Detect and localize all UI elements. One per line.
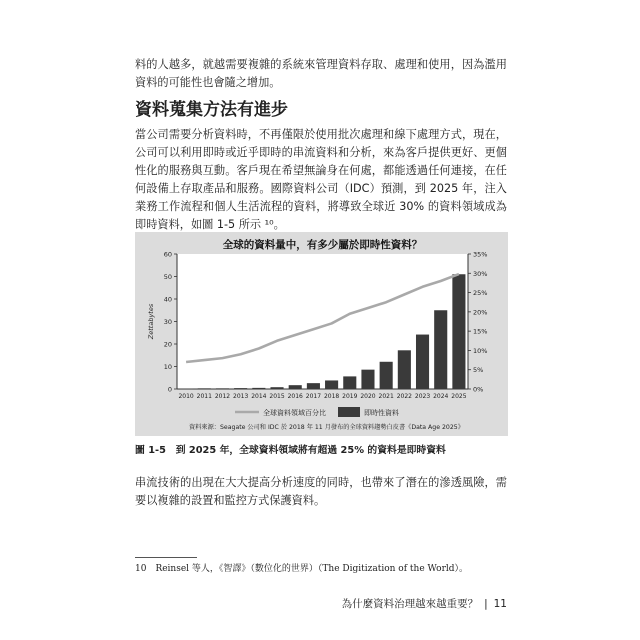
- x-tick-label: 2019: [342, 393, 358, 400]
- bar-2013: [234, 388, 247, 389]
- y-tick-label: 10: [163, 363, 172, 371]
- bar-2014: [252, 388, 265, 389]
- legend-swatch-bar: [338, 407, 360, 417]
- bar-2020: [361, 370, 374, 389]
- y2-tick-label: 5%: [473, 366, 484, 375]
- chart-title: 全球的資料量中，有多少屬於即時性資料？: [222, 239, 423, 251]
- bar-2010: [180, 389, 193, 390]
- bar-2019: [343, 376, 356, 389]
- y2-tick-label: 25%: [473, 289, 488, 298]
- x-tick-label: 2020: [360, 393, 376, 400]
- legend-label-line: 全球資料領域百分比: [263, 409, 326, 417]
- bar-2024: [434, 310, 447, 389]
- footer-title: 為什麼資料治理越來越重要？: [341, 598, 479, 610]
- intro-paragraph: 料的人越多，就越需要複雜的系統來管理資料存取、處理和使用，因為濫用資料的可能性也會隨之增加。: [135, 58, 507, 89]
- bar-2012: [216, 388, 229, 389]
- bar-2016: [289, 385, 302, 389]
- realtime-data-chart: [135, 232, 508, 436]
- x-tick-label: 2024: [433, 393, 449, 400]
- y2-tick-label: 0%: [473, 385, 484, 394]
- x-tick-label: 2025: [451, 393, 467, 400]
- y-tick-label: 0: [167, 385, 172, 394]
- footer-separator: |: [484, 598, 488, 610]
- figure-1-5: [135, 232, 508, 436]
- x-tick-label: 2022: [396, 393, 412, 400]
- y2-tick-label: 35%: [473, 250, 488, 259]
- y-tick-label: 50: [163, 273, 172, 281]
- after-figure-paragraph: 串流技術的出現在大大提高分析速度的同時，也帶來了潛在的滲透風險，需要以複雜的設置和監控方式保護資料。: [135, 476, 507, 507]
- y-axis-label: Zettabytes: [147, 303, 155, 340]
- bar-2017: [307, 383, 320, 389]
- y-tick-label: 30: [163, 318, 172, 326]
- y2-tick-label: 30%: [473, 269, 488, 278]
- bar-2022: [398, 350, 411, 389]
- footnote: 10 Reinsel 等人，《智譯》（數位化的世界）（The Digitization of the World）。: [135, 564, 469, 574]
- bar-2011: [198, 388, 211, 389]
- page-number: 11: [493, 598, 507, 610]
- section-heading: 資料蒐集方法有進步: [135, 100, 288, 120]
- footnote-rule: [135, 557, 197, 558]
- bar-2025: [452, 274, 465, 389]
- y-tick-label: 20: [163, 340, 172, 349]
- x-tick-label: 2013: [233, 393, 249, 400]
- chart-source: 資料來源：Seagate 公司和 IDC 於 2018 年 11 月發布的全球資料趨勢白皮書《Data Age 2025》: [189, 424, 464, 431]
- x-tick-label: 2014: [251, 393, 267, 400]
- x-tick-label: 2011: [196, 393, 212, 400]
- y2-tick-label: 10%: [473, 346, 488, 355]
- bar-2021: [380, 362, 393, 389]
- y-tick-label: 40: [163, 295, 172, 304]
- x-tick-label: 2015: [269, 393, 285, 400]
- bar-2023: [416, 335, 429, 389]
- figure-caption: 圖 1-5 到 2025 年，全球資料領域將有超過 25% 的資料是即時資料: [135, 445, 446, 456]
- y2-tick-label: 20%: [473, 308, 488, 317]
- bar-2018: [325, 380, 338, 389]
- x-tick-label: 2016: [287, 393, 303, 400]
- x-tick-label: 2023: [414, 393, 431, 400]
- y2-tick-label: 15%: [473, 327, 488, 336]
- x-tick-label: 2012: [214, 393, 231, 400]
- legend-label-bar: 即時性資料: [364, 409, 399, 417]
- bar-2015: [270, 387, 283, 389]
- x-tick-label: 2018: [323, 393, 340, 400]
- x-tick-label: 2010: [178, 393, 194, 400]
- section-paragraph: 當公司需要分析資料時，不再僅限於使用批次處理和線下處理方式，現在，公司可以利用即時或近乎即時的串流資料和分析，來為客戶提供更好、更個性化的服務與互動。客戶現在希望無論身在何處，都能透過任何連接，在任何設備上存取產品和服務。國際資料公司（IDC）預測，到 2025 年，注入業務工作流程和個人生活流程的資料，將導致全球近 30% 的資料領域成為即時資料，如圖 1-5 所示 ¹⁰。: [135, 128, 507, 231]
- page-footer: [342, 597, 507, 611]
- x-tick-label: 2021: [378, 393, 394, 400]
- x-tick-label: 2017: [305, 393, 322, 400]
- y-tick-label: 60: [163, 250, 172, 259]
